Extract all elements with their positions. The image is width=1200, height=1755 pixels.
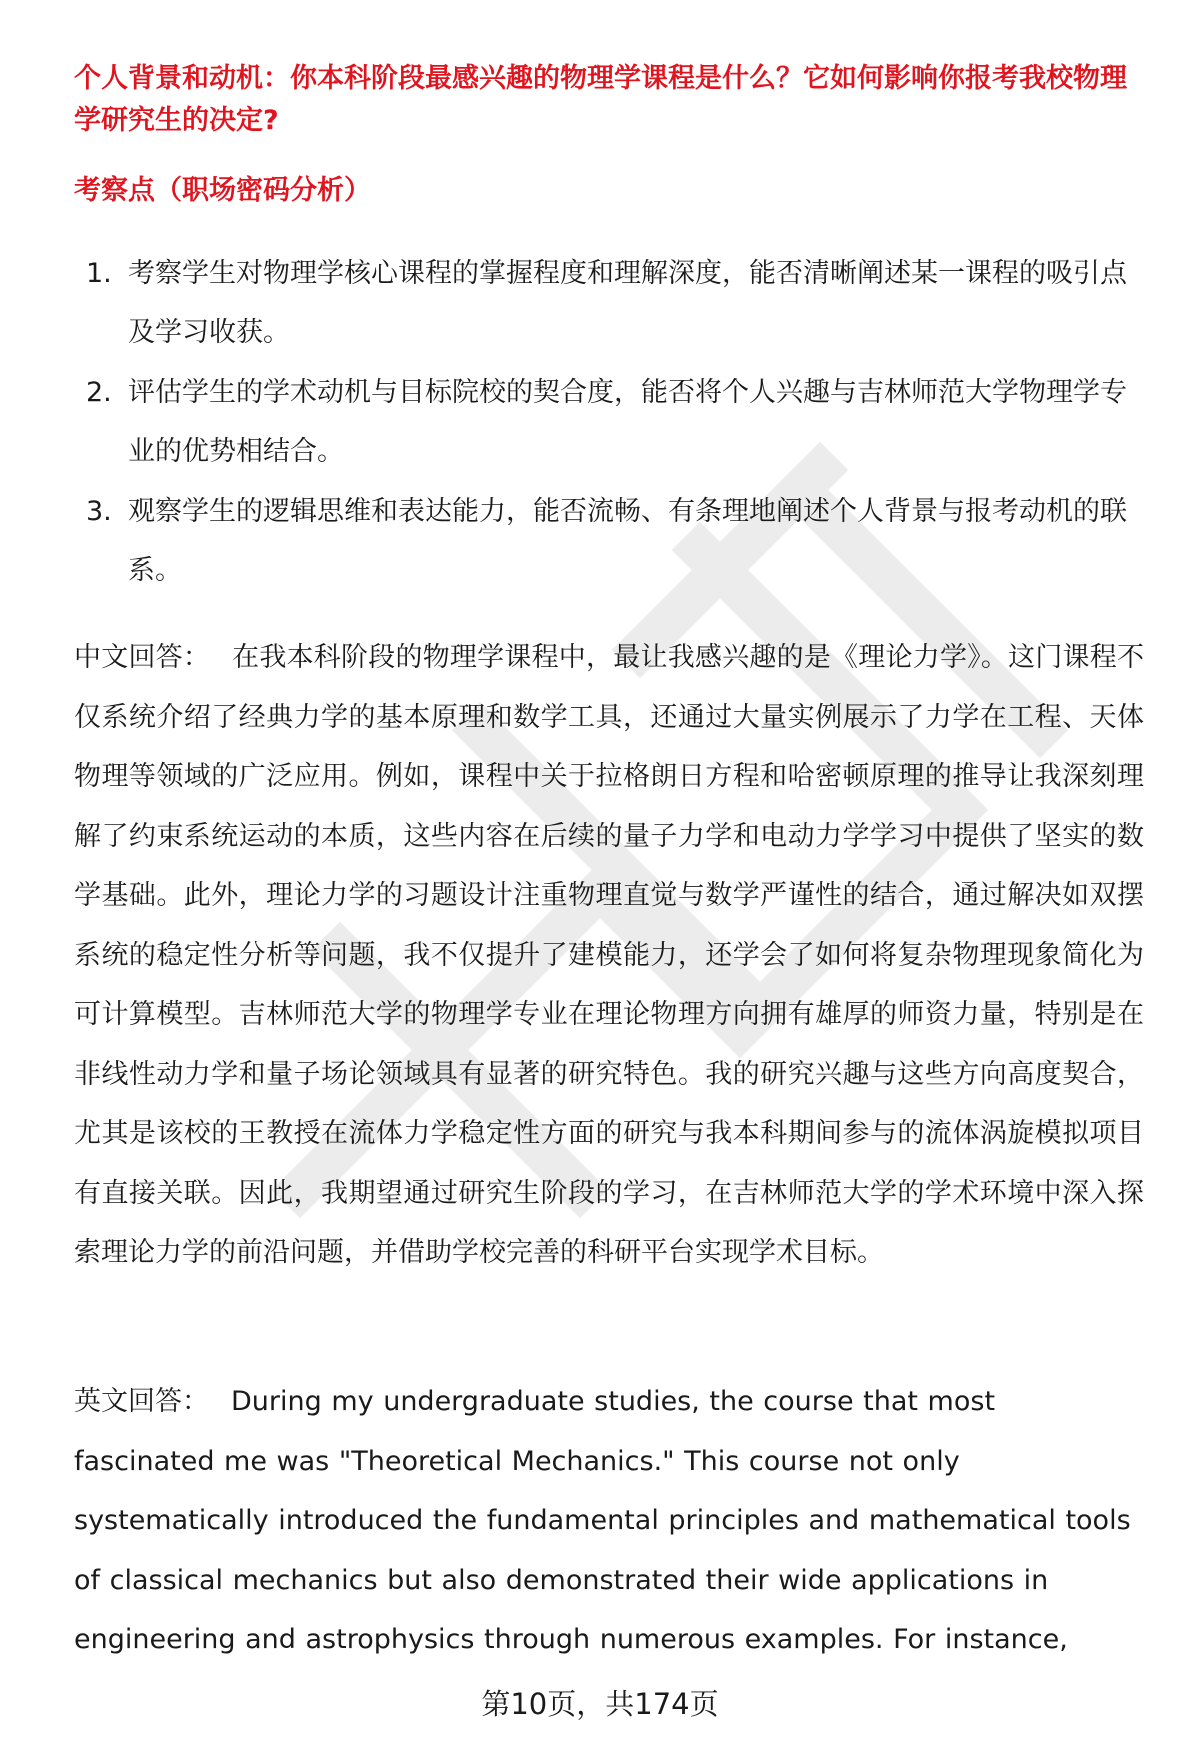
chinese-answer-text: 在我本科阶段的物理学课程中，最让我感兴趣的是《理论力学》。这门课程不仅系统介绍了经典力学的基本原理和数学工具，还通过大量实例展示了力学在工程、天体物理等领域的广泛应用。例如，课程中关于拉格朗日方程和哈密顿原理的推导让我深刻理解了约束系统运动的本质，这些内容在后续的量子力学和电动力学学习中提供了坚实的数学基础。此外，理论力学的习题设计注重物理直觉与数学严谨性的结合，通过解决如双摆系统的稳定性分析等问题，我不仅提升了建模能力，还学会了如何将复杂物理现象简化为可计算模型。吉林师范大学的物理学专业在理论物理方向拥有雄厚的师资力量，特别是在非线性动力学和量子场论领域具有显著的研究特色。我的研究兴趣与这些方向高度契合，尤其是该校的王教授在流体力学稳定性方面的研究与我本科期间参与的流体涡旋模拟项目有直接关联。因此，我期望通过研究生阶段的学习，在吉林师范大学的学术环境中深入探索理论力学的前沿问题，并借助学校完善的科研平台实现学术目标。 xyxy=(74,642,1145,1268)
list-item-number: 2. xyxy=(86,377,112,408)
list-item xyxy=(74,363,1144,481)
page-number-footer: 第10页，共174页 xyxy=(481,1687,719,1721)
english-answer-paragraph xyxy=(74,1372,1144,1670)
english-answer-text: During my undergraduate studies, the course that most fascinated me was "Theoretical Mechanics." This course not only systematically introduced the fundamental principles and mathematical tools of classical mechanics but also demonstrated their wide applications in engineering and astrophysics through numerous examples. For instance, xyxy=(74,1386,1131,1655)
section-title: 考察点（职场密码分析） xyxy=(74,175,371,206)
english-answer-label: 英文回答： xyxy=(74,1386,209,1417)
list-item-text: 考察学生对物理学核心课程的掌握程度和理解深度，能否清晰阐述某一课程的吸引点及学习收获。 xyxy=(128,258,1127,348)
chinese-answer-paragraph xyxy=(74,628,1144,1283)
list-item-text: 评估学生的学术动机与目标院校的契合度，能否将个人兴趣与吉林师范大学物理学专业的优势相结合。 xyxy=(128,377,1127,467)
question-heading: 个人背景和动机：你本科阶段最感兴趣的物理学课程是什么？它如何影响你报考我校物理学研究生的决定? xyxy=(74,63,1127,136)
assessment-points-list xyxy=(74,244,1144,601)
chinese-answer-label: 中文回答： xyxy=(74,642,211,673)
list-item-text: 观察学生的逻辑思维和表达能力，能否流畅、有条理地阐述个人背景与报考动机的联系。 xyxy=(128,496,1127,586)
list-item-number: 1. xyxy=(86,258,112,289)
list-item xyxy=(74,482,1144,600)
list-item xyxy=(74,244,1144,362)
list-item-number: 3. xyxy=(86,496,112,527)
